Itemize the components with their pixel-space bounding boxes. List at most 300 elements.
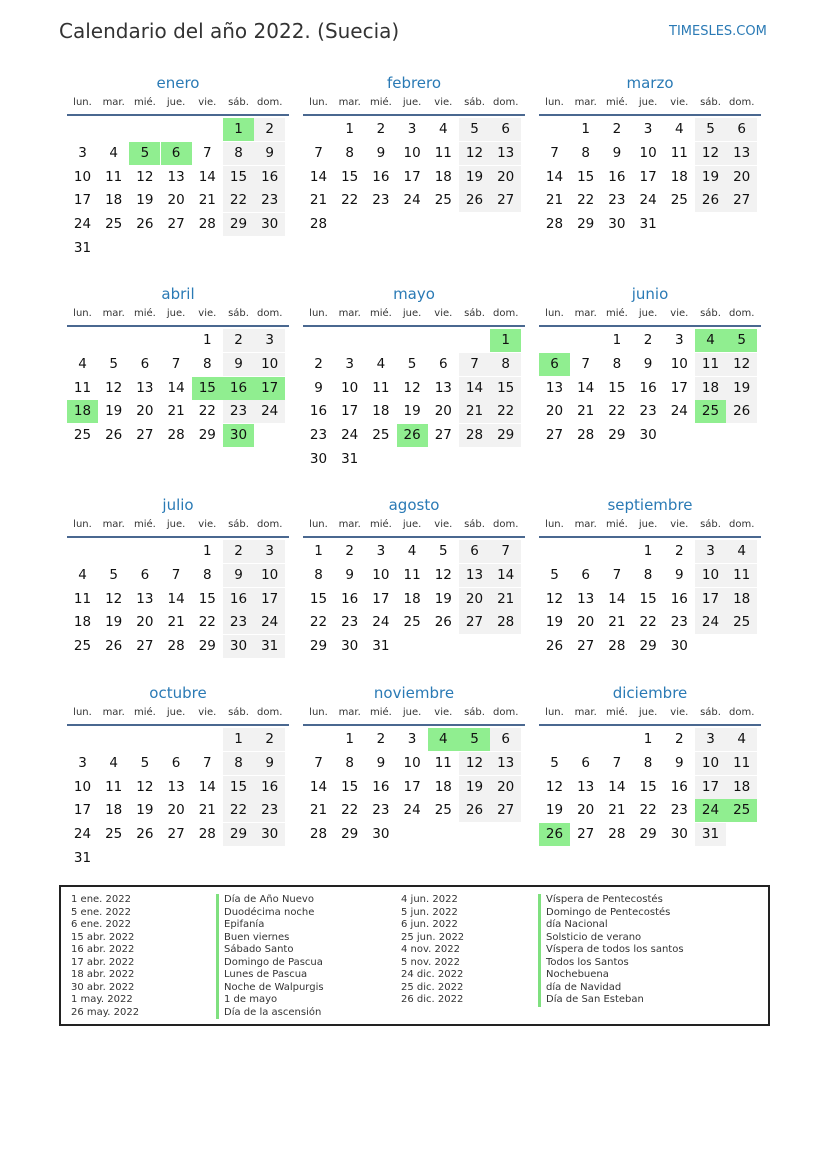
day-cell: 27 bbox=[136, 638, 154, 655]
holiday-date: 18 abr. 2022 bbox=[71, 969, 135, 980]
weekday-header: jue. bbox=[402, 707, 422, 718]
day-cell: 15 bbox=[198, 590, 216, 607]
day-cell: 27 bbox=[545, 427, 564, 444]
holiday-dates-right bbox=[401, 894, 464, 1007]
day-cell: 10 bbox=[695, 752, 726, 775]
day-cell: 14 bbox=[459, 377, 490, 400]
holiday-day-cell: 15 bbox=[192, 377, 223, 400]
day-cell: 12 bbox=[545, 778, 564, 795]
day-cell: 21 bbox=[309, 192, 328, 209]
day-cell: 2 bbox=[223, 540, 254, 563]
day-cell: 22 bbox=[223, 799, 254, 822]
day-cell: 23 bbox=[341, 614, 359, 631]
day-cell: 11 bbox=[372, 379, 390, 396]
brand-link[interactable]: TIMESLES.COM bbox=[669, 24, 767, 39]
day-cell: 17 bbox=[403, 168, 421, 185]
weekday-header: lun. bbox=[309, 707, 328, 718]
weekday-header: vie. bbox=[434, 97, 453, 108]
weekday-header: dom. bbox=[256, 707, 283, 718]
holiday-day-cell: 16 bbox=[223, 377, 254, 400]
day-cell: 18 bbox=[105, 192, 123, 209]
holiday-day-cell: 25 bbox=[695, 400, 726, 423]
weekday-header: dom. bbox=[728, 97, 755, 108]
day-cell: 18 bbox=[695, 377, 726, 400]
day-cell: 29 bbox=[341, 826, 359, 843]
holiday-date: 1 may. 2022 bbox=[71, 994, 133, 1005]
weekday-header: mié. bbox=[605, 308, 628, 319]
day-cell: 5 bbox=[550, 754, 559, 771]
page-title: Calendario del año 2022. (Suecia) bbox=[59, 19, 400, 43]
day-cell: 5 bbox=[695, 118, 726, 141]
holiday-day-cell: 1 bbox=[490, 329, 521, 352]
day-cell: 17 bbox=[695, 588, 726, 611]
day-cell: 10 bbox=[403, 754, 421, 771]
day-cell: 3 bbox=[345, 355, 354, 372]
day-cell: 22 bbox=[341, 802, 359, 819]
day-cell: 6 bbox=[140, 566, 150, 583]
day-cell: 25 bbox=[670, 192, 688, 209]
weekday-header: vie. bbox=[670, 519, 689, 530]
holiday-day-cell: 6 bbox=[161, 142, 192, 165]
day-cell: 22 bbox=[223, 189, 254, 212]
day-cell: 6 bbox=[581, 566, 590, 583]
day-cell: 4 bbox=[407, 543, 417, 559]
weekday-header: mar. bbox=[338, 308, 361, 319]
day-cell: 4 bbox=[109, 754, 118, 771]
day-cell: 16 bbox=[372, 168, 390, 185]
weekday-header: mié. bbox=[133, 519, 156, 530]
day-cell: 14 bbox=[545, 168, 564, 185]
day-cell: 16 bbox=[608, 168, 626, 185]
day-cell: 21 bbox=[577, 403, 595, 420]
day-cell: 8 bbox=[314, 566, 323, 583]
day-cell: 27 bbox=[136, 427, 154, 444]
day-cell: 20 bbox=[459, 588, 490, 611]
day-cell: 10 bbox=[254, 353, 285, 376]
day-cell: 11 bbox=[670, 144, 688, 161]
holiday-date: 30 abr. 2022 bbox=[71, 981, 135, 993]
day-cell: 10 bbox=[372, 566, 390, 583]
day-cell: 27 bbox=[726, 189, 757, 212]
weekday-header: vie. bbox=[670, 308, 689, 319]
day-cell: 31 bbox=[372, 638, 390, 655]
month-rule bbox=[67, 325, 289, 327]
day-cell: 25 bbox=[372, 427, 390, 444]
weekday-header: mar. bbox=[102, 519, 125, 530]
weekday-header: jue. bbox=[166, 519, 186, 530]
holiday-date: 5 ene. 2022 bbox=[71, 906, 131, 918]
day-cell: 19 bbox=[459, 776, 490, 799]
holiday-date: 6 ene. 2022 bbox=[71, 919, 131, 930]
day-cell: 29 bbox=[309, 638, 328, 655]
weekday-header: dom. bbox=[492, 308, 519, 319]
day-cell: 27 bbox=[459, 611, 490, 634]
month-rule bbox=[539, 536, 761, 538]
day-cell: 17 bbox=[73, 192, 92, 209]
weekday-header: mar. bbox=[338, 97, 361, 108]
day-cell: 20 bbox=[434, 403, 452, 420]
day-cell: 20 bbox=[167, 802, 185, 819]
day-cell: 2 bbox=[345, 543, 354, 559]
day-cell: 29 bbox=[198, 427, 216, 444]
day-cell: 19 bbox=[726, 377, 757, 400]
weekday-header: jue. bbox=[402, 97, 422, 108]
day-cell: 24 bbox=[639, 192, 657, 209]
day-cell: 29 bbox=[490, 424, 521, 447]
day-cell: 12 bbox=[403, 379, 421, 396]
holiday-name: Epifanía bbox=[216, 919, 324, 932]
holiday-name: día de Navidad bbox=[538, 982, 684, 995]
day-cell: 8 bbox=[643, 566, 653, 583]
day-cell: 6 bbox=[581, 754, 590, 771]
day-cell: 13 bbox=[490, 142, 521, 165]
day-cell: 6 bbox=[459, 540, 490, 563]
day-cell: 16 bbox=[341, 590, 359, 607]
day-cell: 2 bbox=[643, 332, 653, 348]
day-cell: 29 bbox=[223, 823, 254, 846]
day-cell: 2 bbox=[223, 329, 254, 352]
weekday-header: jue. bbox=[166, 308, 186, 319]
day-cell: 22 bbox=[577, 192, 595, 209]
day-cell: 3 bbox=[407, 121, 417, 137]
month-rule bbox=[539, 325, 761, 327]
month-name: julio bbox=[162, 496, 194, 514]
day-cell: 27 bbox=[167, 216, 185, 233]
day-cell: 25 bbox=[73, 427, 92, 444]
day-cell: 21 bbox=[198, 802, 216, 819]
day-cell: 8 bbox=[345, 144, 354, 161]
holiday-name: Solsticio de verano bbox=[538, 932, 684, 945]
holiday-name: Domingo de Pentecostés bbox=[538, 907, 684, 920]
day-cell: 6 bbox=[490, 118, 521, 141]
holiday-date: 17 abr. 2022 bbox=[71, 956, 135, 968]
day-cell: 25 bbox=[434, 802, 452, 819]
weekday-header: mar. bbox=[338, 519, 361, 530]
day-cell: 1 bbox=[223, 728, 254, 751]
day-cell: 1 bbox=[581, 121, 590, 137]
day-cell: 20 bbox=[577, 614, 595, 631]
day-cell: 11 bbox=[403, 566, 421, 583]
day-cell: 20 bbox=[545, 403, 564, 420]
day-cell: 30 bbox=[309, 451, 328, 467]
day-cell: 19 bbox=[434, 590, 452, 607]
day-cell: 6 bbox=[726, 118, 757, 141]
day-cell: 30 bbox=[639, 427, 657, 444]
day-cell: 21 bbox=[608, 802, 626, 819]
day-cell: 25 bbox=[105, 826, 123, 843]
day-cell: 17 bbox=[372, 590, 390, 607]
day-cell: 15 bbox=[223, 776, 254, 799]
day-cell: 20 bbox=[490, 776, 521, 799]
day-cell: 4 bbox=[726, 728, 757, 751]
day-cell: 2 bbox=[314, 355, 323, 372]
day-cell: 20 bbox=[490, 166, 521, 189]
weekday-header: mié. bbox=[369, 519, 392, 530]
weekday-header: dom. bbox=[256, 519, 283, 530]
weekday-header: lun. bbox=[73, 707, 92, 718]
weekday-header: dom. bbox=[728, 519, 755, 530]
day-cell: 24 bbox=[341, 427, 359, 444]
day-cell: 5 bbox=[140, 754, 150, 771]
weekday-header: vie. bbox=[198, 97, 217, 108]
day-cell: 2 bbox=[376, 121, 386, 137]
day-cell: 28 bbox=[490, 611, 521, 634]
day-cell: 9 bbox=[675, 566, 684, 583]
day-cell: 24 bbox=[73, 826, 92, 843]
holiday-date: 6 jun. 2022 bbox=[401, 919, 458, 930]
day-cell: 13 bbox=[577, 590, 595, 607]
weekday-header: sáb. bbox=[700, 707, 721, 718]
holiday-date: 25 jun. 2022 bbox=[401, 931, 465, 943]
day-cell: 30 bbox=[670, 638, 688, 655]
day-cell: 12 bbox=[695, 142, 726, 165]
day-cell: 3 bbox=[407, 731, 417, 747]
holiday-list bbox=[59, 885, 770, 1026]
day-cell: 17 bbox=[341, 403, 359, 420]
day-cell: 23 bbox=[254, 799, 285, 822]
weekday-header: mié. bbox=[133, 707, 156, 718]
day-cell: 6 bbox=[439, 355, 448, 372]
holiday-date: 4 jun. 2022 bbox=[401, 894, 458, 905]
day-cell: 2 bbox=[254, 728, 285, 751]
day-cell: 28 bbox=[198, 216, 216, 233]
day-cell: 9 bbox=[254, 752, 285, 775]
day-cell: 21 bbox=[167, 403, 185, 420]
day-cell: 12 bbox=[459, 142, 490, 165]
day-cell: 8 bbox=[203, 355, 212, 372]
holiday-name: Víspera de Pentecostés bbox=[538, 894, 684, 907]
day-cell: 6 bbox=[490, 728, 521, 751]
day-cell: 12 bbox=[105, 590, 123, 607]
day-cell: 15 bbox=[223, 166, 254, 189]
day-cell: 24 bbox=[254, 400, 285, 423]
day-cell: 15 bbox=[341, 778, 359, 795]
weekday-header: jue. bbox=[166, 707, 186, 718]
day-cell: 25 bbox=[434, 192, 452, 209]
day-cell: 20 bbox=[136, 403, 154, 420]
day-cell: 13 bbox=[726, 142, 757, 165]
day-cell: 1 bbox=[612, 332, 622, 348]
day-cell: 9 bbox=[675, 754, 684, 771]
day-cell: 15 bbox=[639, 590, 657, 607]
weekday-header: sáb. bbox=[464, 308, 485, 319]
month-rule bbox=[67, 536, 289, 538]
weekday-header: dom. bbox=[728, 707, 755, 718]
day-cell: 13 bbox=[577, 778, 595, 795]
day-cell: 23 bbox=[372, 192, 390, 209]
weekday-header: dom. bbox=[492, 97, 519, 108]
day-cell: 12 bbox=[136, 778, 154, 795]
day-cell: 9 bbox=[643, 355, 653, 372]
day-cell: 19 bbox=[545, 614, 564, 631]
day-cell: 7 bbox=[171, 566, 181, 583]
day-cell: 31 bbox=[341, 451, 359, 467]
day-cell: 23 bbox=[670, 802, 688, 819]
weekday-header: jue. bbox=[166, 97, 186, 108]
holiday-name: Día de Año Nuevo bbox=[216, 894, 324, 907]
day-cell: 30 bbox=[670, 826, 688, 843]
day-cell: 28 bbox=[167, 638, 185, 655]
holiday-day-cell: 26 bbox=[539, 823, 570, 846]
day-cell: 9 bbox=[223, 353, 254, 376]
day-cell: 29 bbox=[608, 427, 626, 444]
day-cell: 22 bbox=[198, 403, 216, 420]
weekday-header: mar. bbox=[102, 707, 125, 718]
weekday-header: sáb. bbox=[228, 707, 249, 718]
day-cell: 3 bbox=[695, 728, 726, 751]
day-cell: 23 bbox=[670, 614, 688, 631]
day-cell: 13 bbox=[545, 379, 564, 396]
day-cell: 22 bbox=[490, 400, 521, 423]
day-cell: 11 bbox=[695, 353, 726, 376]
day-cell: 3 bbox=[695, 540, 726, 563]
holiday-date: 26 dic. 2022 bbox=[401, 994, 464, 1005]
day-cell: 7 bbox=[581, 355, 590, 372]
day-cell: 9 bbox=[345, 566, 354, 583]
day-cell: 1 bbox=[203, 332, 212, 348]
day-cell: 11 bbox=[726, 564, 757, 587]
day-cell: 26 bbox=[136, 216, 154, 233]
day-cell: 28 bbox=[577, 427, 595, 444]
day-cell: 28 bbox=[167, 427, 185, 444]
day-cell: 12 bbox=[459, 752, 490, 775]
day-cell: 31 bbox=[695, 823, 726, 846]
weekday-header: mar. bbox=[338, 707, 361, 718]
day-cell: 12 bbox=[105, 379, 123, 396]
day-cell: 31 bbox=[73, 240, 92, 256]
day-cell: 20 bbox=[136, 614, 154, 631]
day-cell: 7 bbox=[314, 754, 323, 771]
day-cell: 19 bbox=[136, 192, 154, 209]
day-cell: 4 bbox=[376, 355, 386, 372]
day-cell: 11 bbox=[73, 590, 92, 607]
month-name: abril bbox=[161, 285, 195, 303]
weekday-header: vie. bbox=[434, 308, 453, 319]
weekday-header: sáb. bbox=[228, 308, 249, 319]
day-cell: 18 bbox=[726, 588, 757, 611]
weekday-header: dom. bbox=[492, 707, 519, 718]
day-cell: 22 bbox=[639, 614, 657, 631]
day-cell: 30 bbox=[223, 635, 254, 658]
day-cell: 26 bbox=[136, 826, 154, 843]
day-cell: 18 bbox=[726, 776, 757, 799]
weekday-header: lun. bbox=[73, 308, 92, 319]
weekday-header: mar. bbox=[574, 97, 597, 108]
weekday-header: mié. bbox=[605, 519, 628, 530]
day-cell: 13 bbox=[490, 752, 521, 775]
month-name: septiembre bbox=[607, 496, 693, 514]
day-cell: 9 bbox=[376, 754, 386, 771]
day-cell: 26 bbox=[105, 427, 123, 444]
day-cell: 28 bbox=[198, 826, 216, 843]
day-cell: 3 bbox=[254, 540, 285, 563]
day-cell: 14 bbox=[167, 590, 185, 607]
day-cell: 30 bbox=[372, 826, 390, 843]
day-cell: 13 bbox=[136, 590, 154, 607]
holiday-day-cell: 30 bbox=[223, 424, 254, 447]
day-cell: 16 bbox=[670, 590, 688, 607]
day-cell: 14 bbox=[309, 168, 328, 185]
day-cell: 16 bbox=[639, 379, 657, 396]
day-cell: 17 bbox=[73, 802, 92, 819]
day-cell: 14 bbox=[577, 379, 595, 396]
holiday-dates-left bbox=[71, 894, 139, 1019]
day-cell: 4 bbox=[78, 566, 87, 583]
day-cell: 21 bbox=[459, 400, 490, 423]
holiday-name: Víspera de todos los santos bbox=[538, 944, 684, 957]
month-rule bbox=[303, 536, 525, 538]
day-cell: 4 bbox=[439, 121, 448, 137]
day-cell: 26 bbox=[726, 400, 757, 423]
day-cell: 30 bbox=[608, 216, 626, 233]
holiday-name: Lunes de Pascua bbox=[216, 969, 324, 982]
weekday-header: lun. bbox=[545, 707, 564, 718]
holiday-date: 26 may. 2022 bbox=[71, 1006, 140, 1018]
day-cell: 19 bbox=[136, 802, 154, 819]
day-cell: 13 bbox=[459, 564, 490, 587]
day-cell: 2 bbox=[612, 121, 622, 137]
day-cell: 11 bbox=[73, 379, 92, 396]
day-cell: 24 bbox=[254, 611, 285, 634]
day-cell: 27 bbox=[490, 189, 521, 212]
weekday-header: mar. bbox=[102, 97, 125, 108]
day-cell: 3 bbox=[376, 543, 386, 559]
day-cell: 3 bbox=[675, 332, 684, 348]
holiday-date: 5 jun. 2022 bbox=[401, 906, 458, 918]
day-cell: 19 bbox=[695, 166, 726, 189]
holiday-names-right bbox=[538, 894, 684, 1007]
day-cell: 7 bbox=[612, 566, 622, 583]
weekday-header: dom. bbox=[256, 97, 283, 108]
weekday-header: vie. bbox=[670, 97, 689, 108]
day-cell: 10 bbox=[639, 144, 657, 161]
weekday-header: jue. bbox=[638, 519, 658, 530]
holiday-name: Día de San Esteban bbox=[538, 994, 684, 1007]
month-rule bbox=[67, 724, 289, 726]
day-cell: 17 bbox=[403, 778, 421, 795]
day-cell: 18 bbox=[73, 614, 92, 631]
month-name: junio bbox=[631, 285, 669, 303]
month-rule bbox=[303, 724, 525, 726]
day-cell: 24 bbox=[403, 802, 421, 819]
month-rule bbox=[539, 724, 761, 726]
day-cell: 23 bbox=[309, 427, 328, 444]
day-cell: 21 bbox=[167, 614, 185, 631]
day-cell: 22 bbox=[198, 614, 216, 631]
holiday-date: 1 ene. 2022 bbox=[71, 894, 131, 905]
day-cell: 8 bbox=[643, 754, 653, 771]
day-cell: 1 bbox=[345, 731, 354, 747]
day-cell: 17 bbox=[695, 776, 726, 799]
day-cell: 7 bbox=[612, 754, 622, 771]
month-rule bbox=[303, 114, 525, 116]
day-cell: 23 bbox=[223, 611, 254, 634]
day-cell: 27 bbox=[577, 638, 595, 655]
day-cell: 28 bbox=[608, 638, 626, 655]
day-cell: 27 bbox=[167, 826, 185, 843]
day-cell: 10 bbox=[670, 355, 688, 372]
weekday-header: mar. bbox=[574, 308, 597, 319]
weekday-header: lun. bbox=[545, 519, 564, 530]
day-cell: 11 bbox=[434, 754, 452, 771]
day-cell: 26 bbox=[459, 799, 490, 822]
weekday-header: dom. bbox=[256, 308, 283, 319]
day-cell: 7 bbox=[490, 540, 521, 563]
month-name: octubre bbox=[149, 684, 207, 702]
day-cell: 9 bbox=[376, 144, 386, 161]
day-cell: 14 bbox=[490, 564, 521, 587]
day-cell: 3 bbox=[643, 121, 653, 137]
